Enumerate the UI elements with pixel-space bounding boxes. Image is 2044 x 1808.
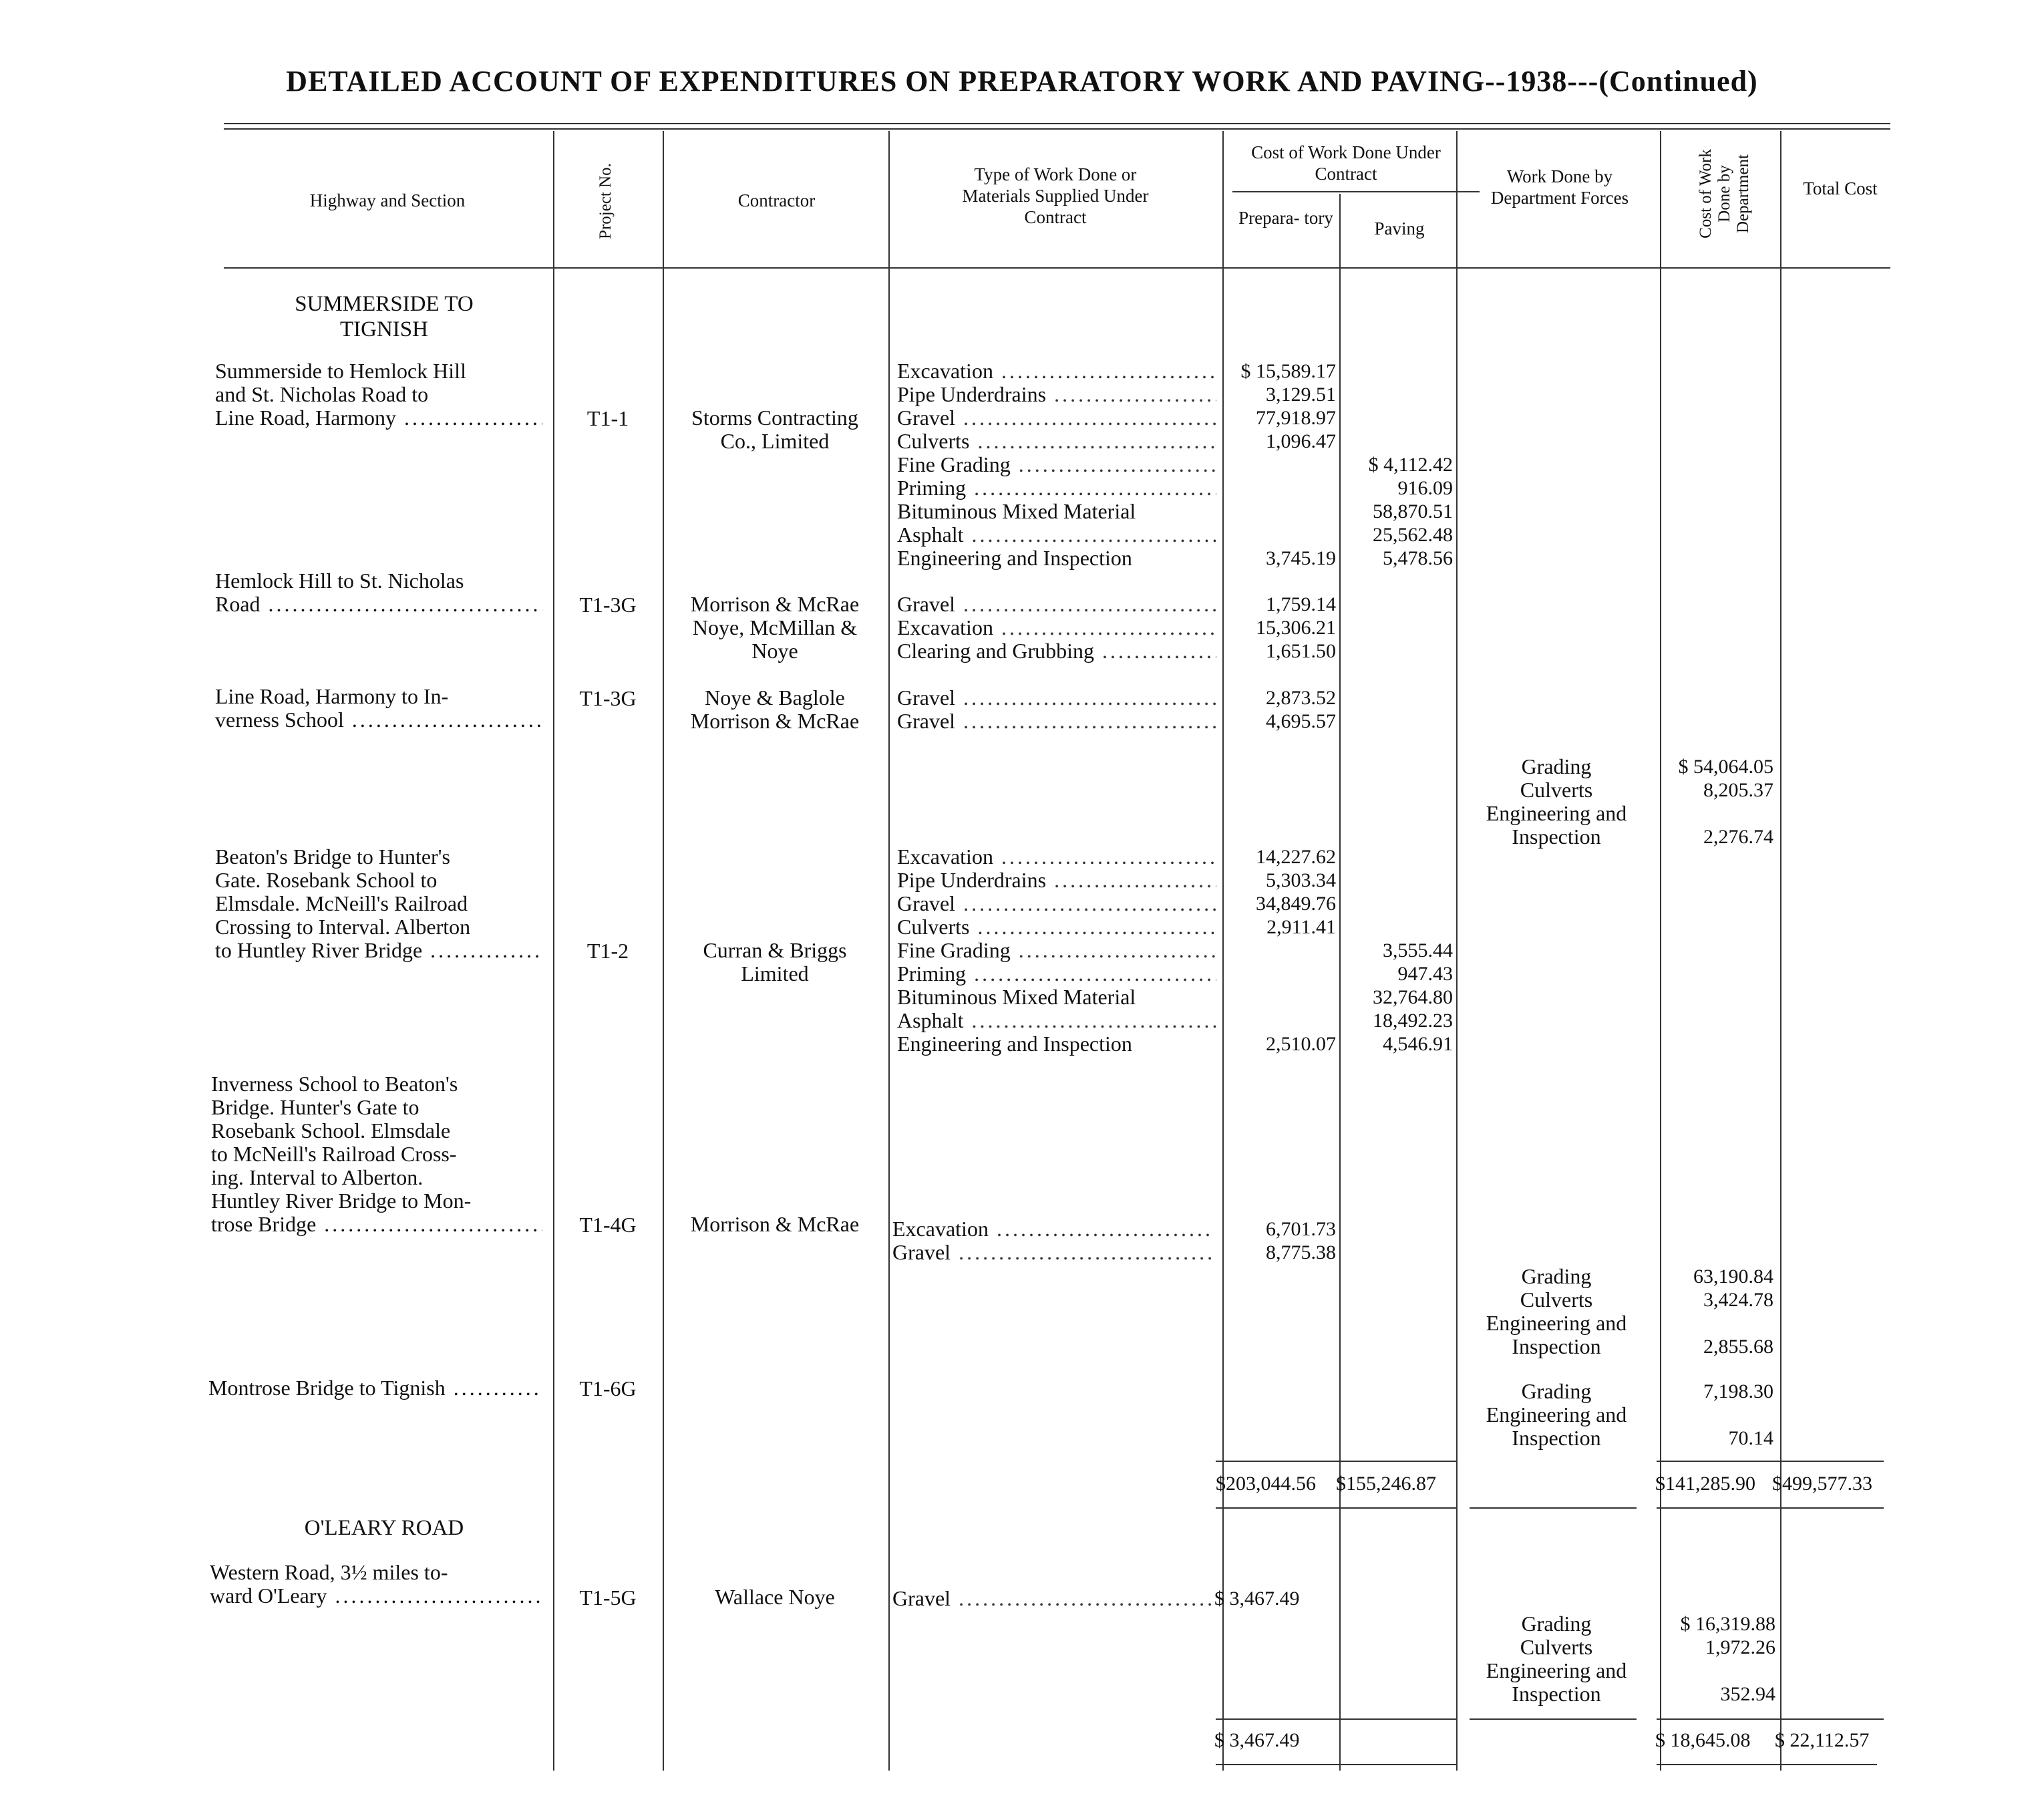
preparatory-amounts: 2,873.52 4,695.57 (1266, 687, 1336, 732)
header-top-rule-2 (224, 128, 1890, 130)
header-project: Project No. (597, 163, 615, 239)
project-number: T1-6G (579, 1376, 637, 1400)
contractor: Storms Contracting Co., Limited (691, 406, 858, 453)
header-cost-contract: Cost of Work Done Under Contract (1251, 142, 1441, 184)
highway-section: Line Road, Harmony to In- verness School ..... (215, 685, 649, 732)
department-forces: Grading Engineering and Inspection (1486, 1379, 1627, 1450)
work-type-list: Gravel ..... (892, 1587, 1212, 1610)
total-paving: $155,246.87 (1336, 1473, 1436, 1495)
project-number: T1-1 (586, 406, 629, 430)
totals-rule (1657, 1461, 1884, 1462)
page-title: DETAILED ACCOUNT OF EXPENDITURES ON PREPARATORY WORK AND PAVING--1938---(Continued) (286, 65, 1758, 98)
totals-rule (1657, 1507, 1884, 1509)
header-total: Total Cost (1803, 178, 1878, 198)
project-number: T1-5G (579, 1586, 637, 1610)
total-cost: $ 22,112.57 (1775, 1729, 1870, 1751)
highway-section: Inverness School to Beaton's Bridge. Hunter's Gate to Rosebank School. Elmsdale to McNeill's Railroad Cross- ing. Interval to Alberton. Huntley River Bridge to Mon- trose Bridge ..... (211, 1072, 645, 1236)
totals-rule (1216, 1718, 1456, 1720)
totals-rule (1657, 1764, 1877, 1765)
total-department: $ 18,645.08 (1655, 1729, 1751, 1751)
department-cost: 63,190.84 3,424.78 2,855.68 (1693, 1265, 1773, 1358)
work-type-list: Gravel ..... Gravel ..... (897, 686, 1216, 733)
column-line (1339, 194, 1341, 1771)
preparatory-amounts: 1,759.14 15,306.21 1,651.50 (1256, 593, 1336, 662)
work-type-list: Excavation ..... Gravel ..... (892, 1217, 1212, 1264)
totals-rule (1657, 1718, 1884, 1720)
preparatory-amounts: $ 15,589.17 3,129.51 77,918.97 1,096.47 3,745.19 (1240, 360, 1336, 569)
work-type-list: Excavation ..... Pipe Underdrains ..... Gravel ..... Culverts ..... Fine Grading ..... Priming ..... Bituminous Mixed Material Asphalt ..... Engineering and Inspection (897, 359, 1216, 570)
highway-section: Summerside to Hemlock Hill and St. Nicholas Road to Line Road, Harmony ..... (215, 359, 649, 430)
preparatory-amounts: $ 3,467.49 (1214, 1588, 1300, 1610)
department-cost: $ 54,064.05 8,205.37 2,276.74 (1678, 756, 1773, 848)
header-type-of-work: Type of Work Done or Materials Supplied Under Contract (962, 164, 1149, 227)
contractor: Morrison & McRae Noye, McMillan & Noye (690, 592, 860, 663)
highway-section: Western Road, 3½ miles to- ward O'Leary ..... (210, 1561, 644, 1608)
header-paving: Paving (1374, 218, 1425, 239)
header-cost-dept: Cost of Work Done by Department (1697, 149, 1752, 239)
department-cost: 7,198.30 70.14 (1703, 1380, 1773, 1449)
department-forces: Grading Culverts Engineering and Inspection (1486, 1264, 1627, 1358)
total-cost: $499,577.33 (1772, 1473, 1872, 1495)
paving-amounts: 3,555.44 947.43 32,764.80 18,492.23 4,546.91 (1373, 939, 1453, 1055)
header-preparatory: Prepara- tory (1238, 208, 1333, 228)
total-department: $141,285.90 (1655, 1473, 1755, 1495)
header-top-rule (224, 123, 1890, 124)
department-forces: Grading Culverts Engineering and Inspection (1486, 1612, 1627, 1706)
highway-section: Hemlock Hill to St. Nicholas Road ..... (215, 569, 649, 616)
total-preparatory: $203,044.56 (1216, 1473, 1316, 1495)
preparatory-amounts: 14,227.62 5,303.34 34,849.76 2,911.41 2,510.07 (1256, 846, 1336, 1055)
preparatory-amounts: 6,701.73 8,775.38 (1266, 1218, 1336, 1263)
contractor: Noye & Baglole Morrison & McRae (690, 686, 860, 733)
column-line (888, 131, 890, 1771)
header-dept-forces: Work Done by Department Forces (1490, 166, 1629, 208)
header-highway: Highway and Section (309, 190, 466, 210)
column-line (1660, 131, 1661, 1771)
cost-contract-subrule (1232, 191, 1480, 192)
total-preparatory: $ 3,467.49 (1214, 1729, 1300, 1751)
highway-section: Montrose Bridge to Tignish ..... (208, 1376, 643, 1400)
totals-rule (1216, 1507, 1456, 1509)
paving-amounts: $ 4,112.42 916.09 58,870.51 25,562.48 5,478.56 (1368, 454, 1453, 569)
department-cost: $ 16,319.88 1,972.26 352.94 (1680, 1613, 1775, 1705)
department-forces: Grading Culverts Engineering and Inspection (1486, 754, 1627, 849)
totals-rule (1216, 1461, 1456, 1462)
section-heading: O'LEARY ROAD (304, 1516, 464, 1540)
section-heading: SUMMERSIDE TO TIGNISH (295, 292, 474, 341)
project-number: T1-2 (586, 939, 629, 963)
header-contractor: Contractor (737, 190, 816, 210)
contractor: Wallace Noye (715, 1585, 835, 1609)
totals-rule (1470, 1718, 1637, 1720)
contractor: Curran & Briggs Limited (703, 938, 847, 986)
project-number: T1-3G (579, 593, 637, 617)
contractor: Morrison & McRae (690, 1212, 860, 1236)
column-line (1456, 131, 1458, 1771)
column-line (1780, 131, 1781, 1771)
work-type-list: Excavation ..... Pipe Underdrains ..... Gravel ..... Culverts ..... Fine Grading ..... Priming ..... Bituminous Mixed Material Asphalt ..... Engineering and Inspection (897, 845, 1216, 1056)
project-number: T1-4G (579, 1213, 637, 1237)
header-bottom-rule (224, 267, 1890, 269)
work-type-list: Gravel ..... Excavation ..... Clearing and Grubbing ..... (897, 593, 1216, 663)
highway-section: Beaton's Bridge to Hunter's Gate. Rosebank School to Elmsdale. McNeill's Railroad Crossing to Interval. Alberton to Huntley River Bridge ..... (215, 845, 649, 962)
totals-rule (1470, 1507, 1637, 1509)
project-number: T1-3G (579, 686, 637, 710)
totals-rule (1216, 1764, 1456, 1765)
